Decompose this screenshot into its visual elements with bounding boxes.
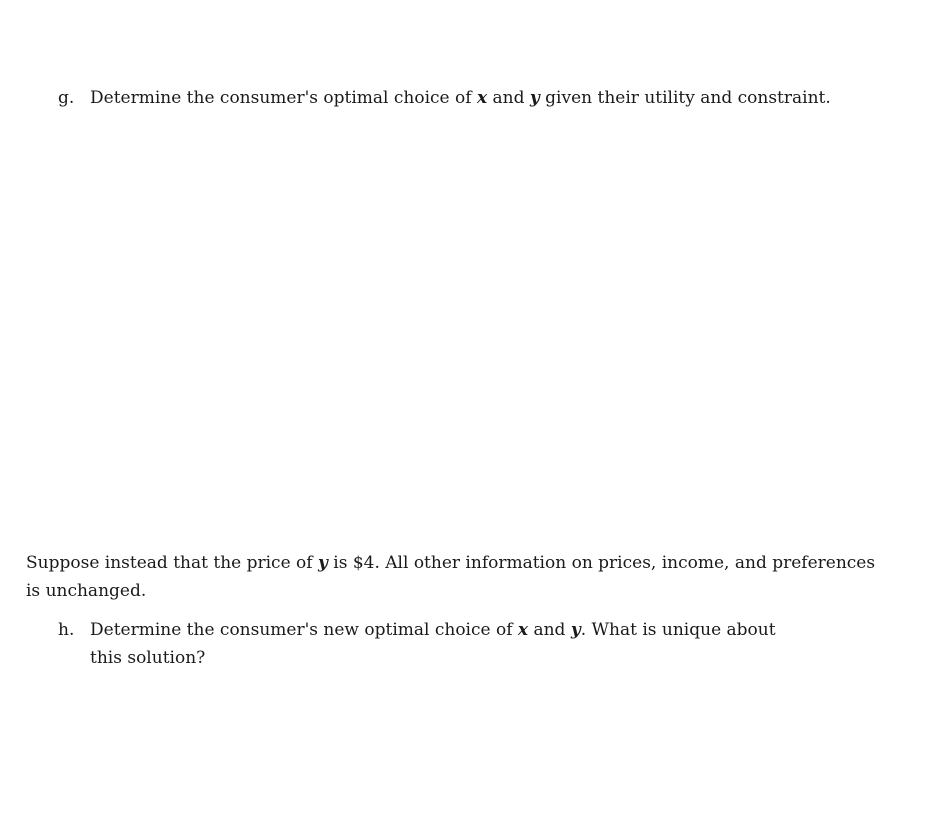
question-h-text-part3: . What is unique about this solution?	[90, 620, 776, 668]
paragraph-text-part1: Suppose instead that the price of	[26, 553, 318, 573]
question-g	[58, 84, 918, 112]
question-g-label: g.	[58, 88, 75, 108]
variable-y: y	[570, 620, 581, 640]
question-h-text	[90, 616, 778, 672]
question-g-text-part3: given their utility and constraint.	[539, 88, 831, 108]
question-h	[58, 616, 778, 672]
question-g-text-part2: and	[487, 88, 530, 108]
question-h-text-part1: Determine the consumer's new optimal choice of	[90, 620, 518, 640]
variable-x: x	[517, 620, 529, 640]
paragraph-text-part2: is $4. All other information on prices, income, and preferences is unchanged.	[26, 553, 876, 601]
question-g-text	[90, 84, 918, 112]
question-h-label: h.	[58, 620, 75, 640]
variable-x: x	[476, 88, 488, 108]
variable-y: y	[529, 88, 540, 108]
scenario-paragraph	[26, 549, 886, 605]
question-g-text-part1: Determine the consumer's optimal choice of	[90, 88, 477, 108]
question-h-text-part2: and	[528, 620, 571, 640]
variable-y: y	[317, 553, 328, 573]
